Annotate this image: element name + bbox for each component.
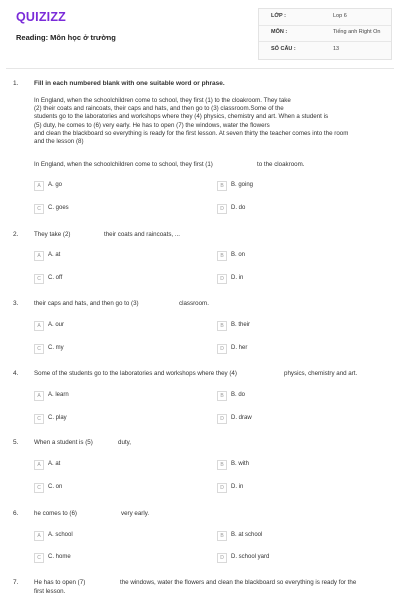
option-text: D. her — [231, 345, 248, 351]
option-letter: A — [34, 391, 44, 401]
option-letter: D — [217, 414, 227, 424]
question-stem-tail: very early. — [121, 510, 150, 517]
question-stem-tail: classroom. — [179, 300, 209, 307]
question-number: 1. — [13, 80, 19, 87]
passage-line: and the lesson (8) — [34, 138, 84, 146]
option-text: C. home — [48, 554, 71, 560]
option-text: B. at school — [231, 532, 263, 538]
meta-row-count — [259, 42, 391, 58]
question-number: 2. — [13, 231, 19, 238]
question-stem-tail: the windows, water the flowers and clean the blackboard so everything is ready for the — [120, 579, 357, 586]
option-letter: D — [217, 274, 227, 284]
option-letter: C — [34, 344, 44, 354]
question-number: 3. — [13, 300, 19, 307]
option-text: C. off — [48, 275, 63, 281]
question-number: 6. — [13, 510, 19, 517]
option-letter: D — [217, 344, 227, 354]
question-stem: In England, when the schoolchildren come to school, they first (1) — [34, 161, 213, 168]
meta-key: LỚP : — [271, 13, 286, 19]
option-letter: A — [34, 460, 44, 470]
option-text: A. at — [48, 252, 61, 258]
passage-line: In England, when the schoolchildren come to school, they first (1) to the cloakroom. They take — [34, 97, 291, 104]
worksheet-title: Reading: Môn học ở trường — [16, 33, 116, 42]
reading-passage — [34, 97, 390, 146]
question-number: 5. — [13, 439, 19, 446]
passage-line: and clean the blackboard so everything is ready for the first lesson. At seven thirty the teacher comes into the room — [34, 129, 349, 137]
meta-key: MÔN : — [271, 29, 288, 35]
option-text: C. my — [48, 345, 64, 351]
option-text: D. school yard — [231, 554, 270, 560]
option-letter: A — [34, 321, 44, 331]
option-text: A. learn — [48, 392, 69, 398]
option-letter: B — [217, 391, 227, 401]
option-text: D. do — [231, 205, 246, 211]
option-text: C. goes — [48, 205, 69, 211]
option-letter: A — [34, 181, 44, 191]
option-letter: C — [34, 204, 44, 214]
option-letter: B — [217, 460, 227, 470]
option-letter: B — [217, 251, 227, 261]
meta-value: Lop 6 — [333, 13, 347, 19]
question-instruction: Fill in each numbered blank with one suitable word or phrase. — [34, 80, 225, 87]
option-letter: C — [34, 553, 44, 563]
option-text: B. going — [231, 182, 254, 188]
option-text: B. with — [231, 461, 250, 467]
option-letter: C — [34, 274, 44, 284]
option-text: A. go — [48, 182, 63, 188]
passage-line: (5) duty, he comes to (6) very early. He has to open (7) the windows, water the flowers — [34, 121, 270, 129]
option-text: C. on — [48, 484, 63, 490]
question-stem-line2: first lesson. — [34, 588, 66, 595]
question-stem-tail: to the cloakroom. — [257, 161, 305, 168]
option-text: B. do — [231, 392, 246, 398]
header-divider — [6, 68, 394, 69]
question-stem: their caps and hats, and then go to (3) — [34, 300, 139, 307]
passage-line: (2) their coats and raincoats, their caps and hats, and then go to (3) classroom.Some of the — [34, 105, 284, 113]
question-stem: he comes to (6) — [34, 510, 77, 517]
worksheet-header — [0, 0, 400, 66]
question-stem: When a student is (5) — [34, 439, 93, 446]
question-stem: They take (2) — [34, 231, 71, 238]
option-letter: D — [217, 204, 227, 214]
option-letter: A — [34, 531, 44, 541]
passage-line: students go to the laboratories and workshops where they (4) physics, chemistry and art. When a student is — [34, 113, 329, 121]
question-number: 4. — [13, 370, 19, 377]
option-letter: C — [34, 414, 44, 424]
question-stem: He has to open (7) — [34, 579, 86, 586]
option-letter: B — [217, 531, 227, 541]
meta-box — [258, 8, 392, 60]
option-text: A. our — [48, 322, 65, 328]
option-text: A. at — [48, 461, 61, 467]
meta-key: SỐ CÂU : — [271, 46, 296, 52]
question-stem-tail: their coats and raincoats, ... — [104, 231, 181, 238]
meta-row-subject — [259, 25, 391, 42]
option-text: D. draw — [231, 415, 252, 421]
option-letter: B — [217, 321, 227, 331]
option-text: D. in — [231, 275, 244, 281]
question-number: 7. — [13, 579, 19, 586]
quizizz-logo: QUIZIZZ — [16, 10, 67, 24]
question-stem: Some of the students go to the laboratories and workshops where they (4) — [34, 370, 237, 377]
option-text: B. their — [231, 322, 251, 328]
question-stem-tail: duty, — [118, 439, 131, 446]
meta-value: Tiếng anh Right On — [333, 29, 381, 35]
option-text: A. school — [48, 532, 73, 538]
option-letter: D — [217, 483, 227, 493]
option-letter: D — [217, 553, 227, 563]
meta-row-class — [259, 9, 391, 26]
option-text: D. in — [231, 484, 244, 490]
option-letter: A — [34, 251, 44, 261]
option-letter: C — [34, 483, 44, 493]
meta-value: 13 — [333, 46, 340, 52]
option-text: C. play — [48, 415, 67, 421]
question-stem-tail: physics, chemistry and art. — [284, 370, 358, 377]
option-letter: B — [217, 181, 227, 191]
option-text: B. on — [231, 252, 246, 258]
